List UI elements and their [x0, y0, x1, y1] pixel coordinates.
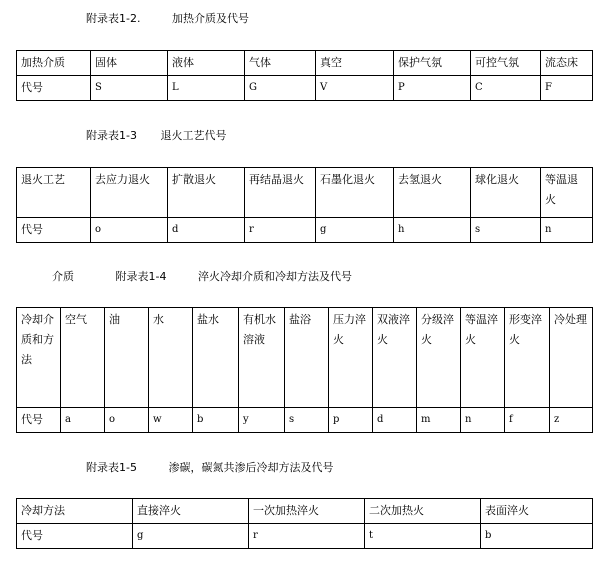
- code-cell: d: [168, 218, 245, 243]
- code-cell: C: [471, 76, 541, 101]
- code-cell: n: [461, 408, 505, 433]
- code-cell: b: [481, 524, 593, 549]
- row-label: 退火工艺: [17, 168, 91, 218]
- code-cell: p: [329, 408, 373, 433]
- header-cell: 盐浴: [285, 308, 329, 408]
- code-cell: F: [541, 76, 593, 101]
- header-cell: 液体: [168, 51, 245, 76]
- header-cell: 冷处理: [550, 308, 593, 408]
- table3-caption-number: 附录表1-4: [115, 270, 167, 283]
- header-cell: 固体: [91, 51, 168, 76]
- row-label-code: 代号: [17, 408, 61, 433]
- table4-caption: [86, 459, 333, 475]
- header-cell: 直接淬火: [133, 499, 249, 524]
- quenching-medium-table: [16, 307, 593, 433]
- table-row: [17, 76, 593, 101]
- header-cell: 油: [105, 308, 149, 408]
- header-cell: 分级淬火: [417, 308, 461, 408]
- code-cell: r: [245, 218, 316, 243]
- code-cell: g: [133, 524, 249, 549]
- code-cell: s: [471, 218, 541, 243]
- row-label-code: 代号: [17, 218, 91, 243]
- row-label: 冷却方法: [17, 499, 133, 524]
- header-cell: 二次加热火: [365, 499, 481, 524]
- table3-caption-title: 淬火冷却介质和冷却方法及代号: [197, 270, 352, 283]
- code-cell: n: [541, 218, 593, 243]
- table1-caption-title: 加热介质及代号: [171, 12, 249, 25]
- table-row: [17, 218, 593, 243]
- annealing-process-table: [16, 167, 593, 243]
- table1-caption: [86, 10, 249, 26]
- table4-caption-title: 渗碳，碳氮共渗后冷却方法及代号: [168, 461, 334, 474]
- carburizing-cooling-table: [16, 498, 593, 549]
- code-cell: y: [239, 408, 285, 433]
- header-cell: 空气: [61, 308, 105, 408]
- header-cell: 去氢退火: [394, 168, 471, 218]
- code-cell: o: [91, 218, 168, 243]
- code-cell: L: [168, 76, 245, 101]
- code-cell: d: [373, 408, 417, 433]
- header-cell: 气体: [245, 51, 316, 76]
- header-cell: 再结晶退火: [245, 168, 316, 218]
- code-cell: P: [394, 76, 471, 101]
- code-cell: o: [105, 408, 149, 433]
- header-cell: 保护气氛: [394, 51, 471, 76]
- header-cell: 双液淬火: [373, 308, 417, 408]
- header-cell: 球化退火: [471, 168, 541, 218]
- table3-caption-prefix: 介质: [52, 270, 74, 283]
- code-cell: G: [245, 76, 316, 101]
- code-cell: r: [249, 524, 365, 549]
- row-label-code: 代号: [17, 76, 91, 101]
- header-cell: 盐水: [193, 308, 239, 408]
- header-cell: 形变淬火: [505, 308, 550, 408]
- row-label-code: 代号: [17, 524, 133, 549]
- row-label: 加热介质: [17, 51, 91, 76]
- code-cell: g: [316, 218, 394, 243]
- code-cell: b: [193, 408, 239, 433]
- table2-caption-title: 退火工艺代号: [160, 129, 227, 142]
- table-row: [17, 308, 593, 408]
- code-cell: z: [550, 408, 593, 433]
- table-row: [17, 51, 593, 76]
- table-row: [17, 408, 593, 433]
- code-cell: s: [285, 408, 329, 433]
- table3-caption: [52, 268, 352, 284]
- header-cell: 可控气氛: [471, 51, 541, 76]
- heating-medium-table: [16, 50, 593, 101]
- code-cell: m: [417, 408, 461, 433]
- header-cell: 等温退火: [541, 168, 593, 218]
- header-cell: 石墨化退火: [316, 168, 394, 218]
- table-row: [17, 168, 593, 218]
- header-cell: 扩散退火: [168, 168, 245, 218]
- table2-caption-number: 附录表1-3: [86, 129, 137, 142]
- header-cell: 表面淬火: [481, 499, 593, 524]
- table2-caption: [86, 127, 226, 143]
- code-cell: t: [365, 524, 481, 549]
- table-row: [17, 524, 593, 549]
- code-cell: S: [91, 76, 168, 101]
- code-cell: a: [61, 408, 105, 433]
- header-cell: 有机水溶液: [239, 308, 285, 408]
- header-cell: 流态床: [541, 51, 593, 76]
- code-cell: w: [149, 408, 193, 433]
- table4-caption-number: 附录表1-5: [86, 461, 137, 474]
- header-cell: 水: [149, 308, 193, 408]
- code-cell: f: [505, 408, 550, 433]
- header-cell: 等温淬火: [461, 308, 505, 408]
- header-cell: 一次加热淬火: [249, 499, 365, 524]
- header-cell: 压力淬火: [329, 308, 373, 408]
- row-label: 冷却介质和方法: [17, 308, 61, 408]
- code-cell: V: [316, 76, 394, 101]
- header-cell: 真空: [316, 51, 394, 76]
- table-row: [17, 499, 593, 524]
- table1-caption-number: 附录表1-2.: [86, 12, 141, 25]
- header-cell: 去应力退火: [91, 168, 168, 218]
- code-cell: h: [394, 218, 471, 243]
